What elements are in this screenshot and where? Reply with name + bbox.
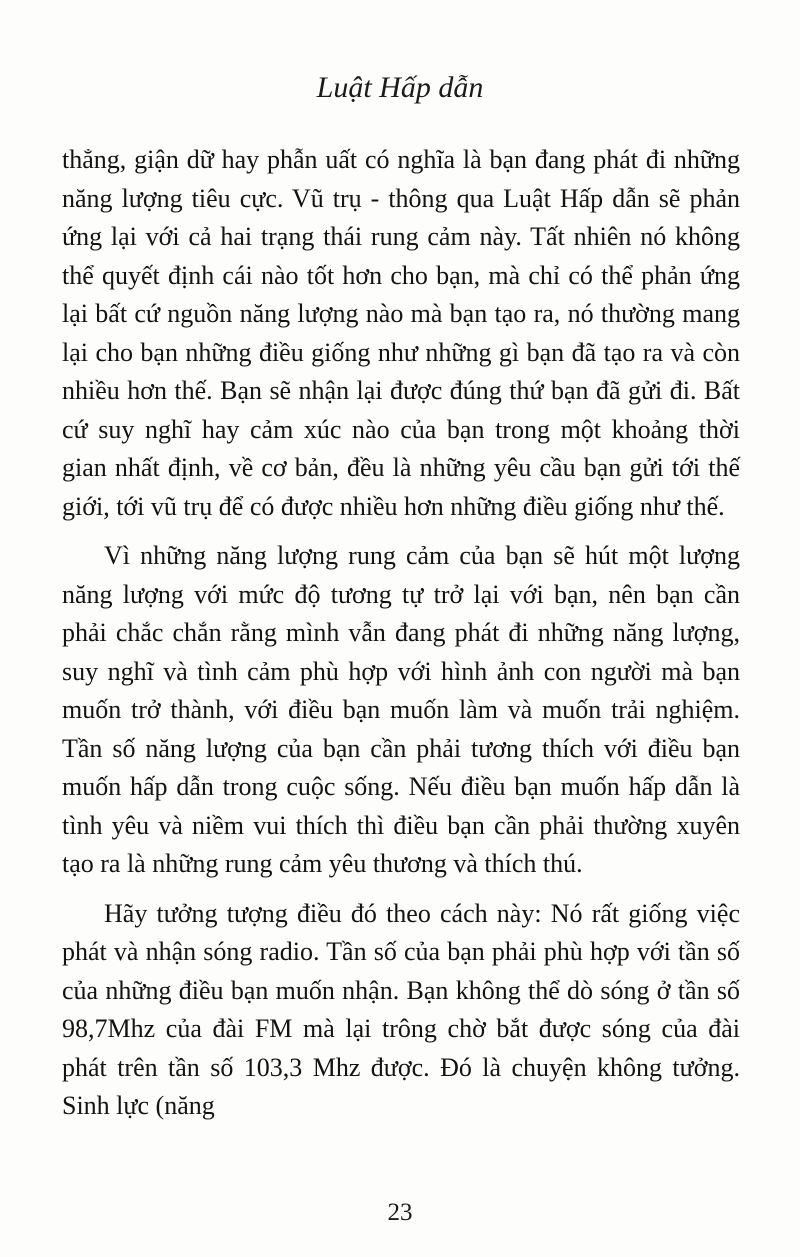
page-number: 23 xyxy=(387,1199,413,1226)
running-header-title: Luật Hấp dẫn xyxy=(316,71,484,104)
paragraph: Vì những năng lượng rung cảm của bạn sẽ hút một lượng năng lượng với mức độ tương tự trở lại với bạn, nên bạn cần phải chắc chắn rằng mình vẫn đang phát đi những năng lượng, suy nghĩ và tình cảm phù hợp với hình ảnh con người mà bạn muốn trở thành, với điều bạn muốn làm và muốn trải nghiệm. Tần số năng lượng của bạn cần phải tương thích với điều bạn muốn hấp dẫn trong cuộc sống. Nếu điều bạn muốn hấp dẫn là tình yêu và niềm vui thích thì điều bạn cần phải thường xuyên tạo ra là những rung cảm yêu thương và thích thú. xyxy=(62,541,740,878)
paragraph: thẳng, giận dữ hay phẫn uất có nghĩa là bạn đang phát đi những năng lượng tiêu cực. Vũ trụ - thông qua Luật Hấp dẫn sẽ phản ứng lại với cả hai trạng thái rung cảm này. Tất nhiên nó không thể quyết định cái nào tốt hơn cho bạn, mà chỉ có thể phản ứng lại bất cứ nguồn năng lượng nào mà bạn tạo ra, nó thường mang lại cho bạn những điều giống như những gì bạn đã tạo ra và còn nhiều hơn thế. Bạn sẽ nhận lại được đúng thứ bạn đã gửi đi. Bất cứ suy nghĩ hay cảm xúc nào của bạn trong một khoảng thời gian nhất định, về cơ bản, đều là những yêu cầu bạn gửi tới thế giới, tới vũ trụ để có được nhiều hơn những điều giống như thế. xyxy=(62,145,740,521)
page-body-text xyxy=(62,141,740,1137)
paragraph: Hãy tưởng tượng điều đó theo cách này: Nó rất giống việc phát và nhận sóng radio. Tần số của bạn phải phù hợp với tần số của những điều bạn muốn nhận. Bạn không thể dò sóng ở tần số 98,7Mhz của đài FM mà lại trông chờ bắt được sóng của đài phát trên tần số 103,3 Mhz được. Đó là chuyện không tưởng. Sinh lực (năng xyxy=(62,898,740,1120)
